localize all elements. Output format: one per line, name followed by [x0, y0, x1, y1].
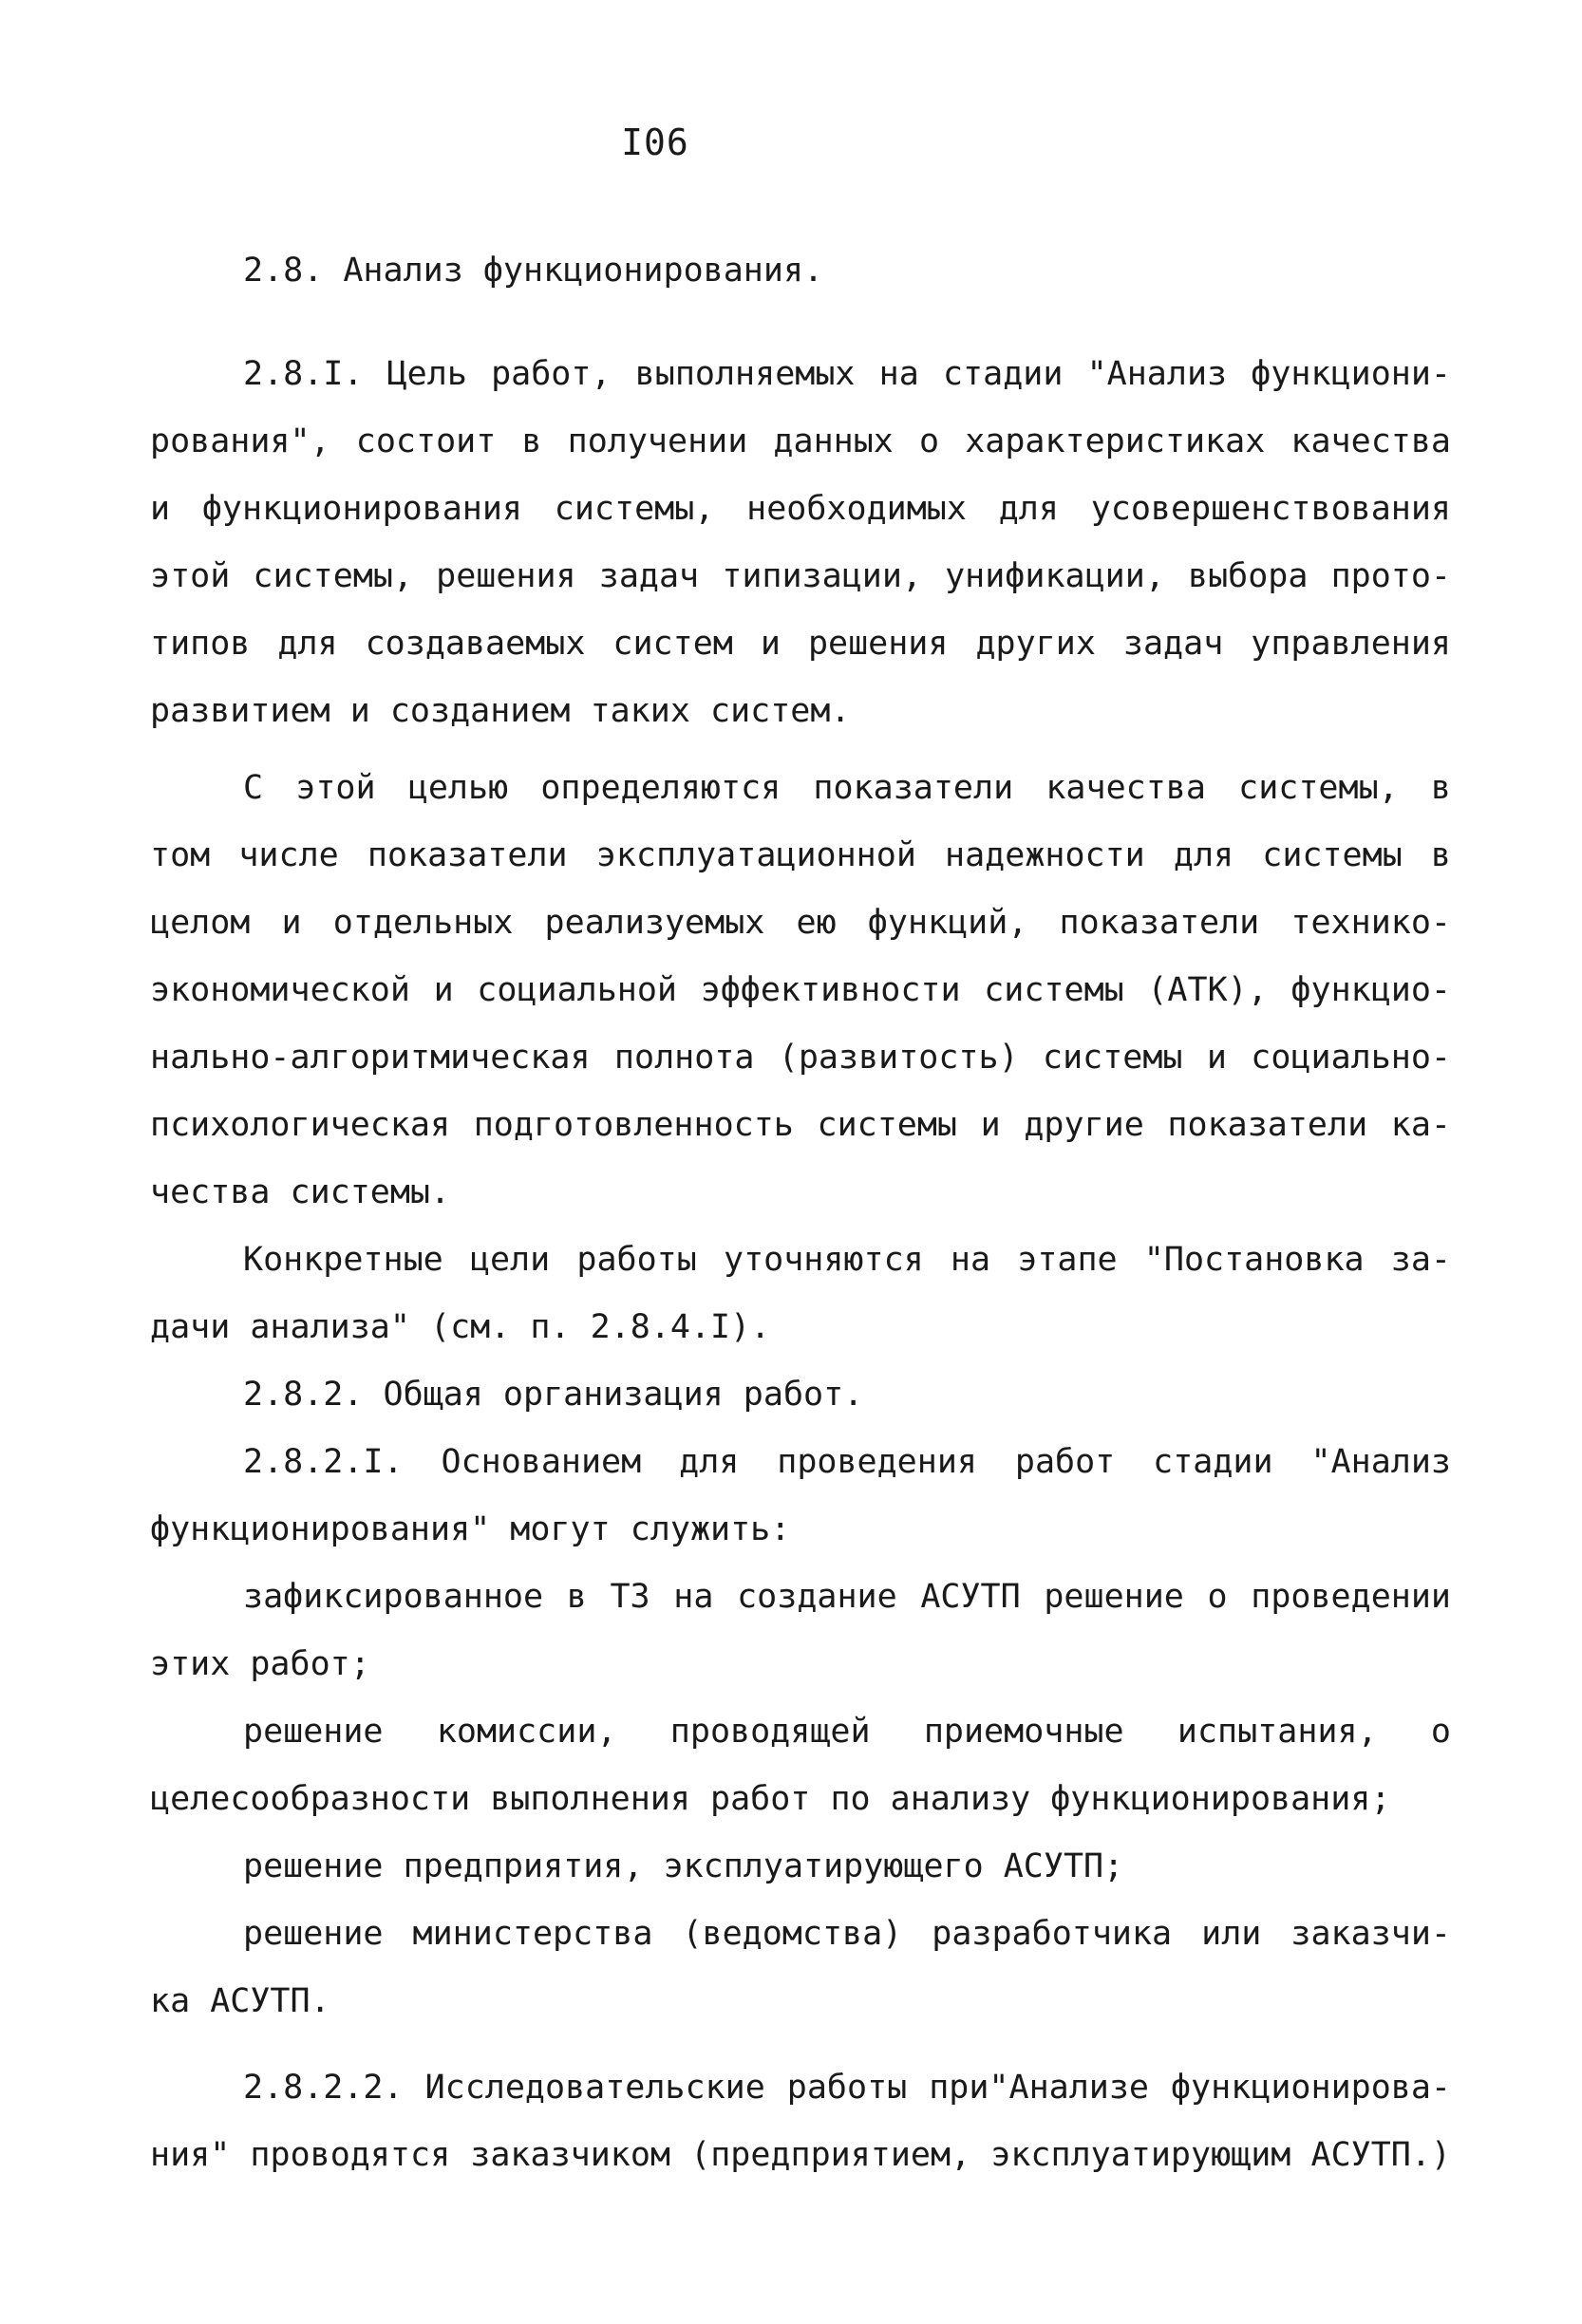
paragraph-line: психологическая подготовленность системы и другие показатели ка- [150, 1106, 1451, 1144]
paragraph-2-8-2-1 [150, 1429, 1451, 1564]
subsection-title: 2.8.2. Общая организация работ. [243, 1376, 864, 1414]
paragraph-line: дачи анализа" (см. п. 2.8.4.I). [150, 1308, 771, 1346]
paragraph-line: решение министерства (ведомства) разработчика или заказчи- [243, 1915, 1451, 1953]
paragraph-line: ния" проводятся заказчиком (предприятием, эксплуатирующим АСУТП.) [150, 2136, 1451, 2174]
paragraph-line: экономической и социальной эффективности системы (АТК), функцио- [150, 971, 1451, 1009]
paragraph-line: ка АСУТП. [150, 1982, 330, 2020]
paragraph-line: этих работ; [150, 1645, 370, 1683]
paragraph-line: С этой целью определяются показатели качества системы, в [243, 769, 1451, 807]
paragraph-line: и функционирования системы, необходимых для усовершенствования [150, 490, 1451, 528]
paragraph-line: 2.8.2.2. Исследовательские работы при"Анализе функционирова- [243, 2069, 1451, 2107]
paragraph-line: том числе показатели эксплуатационной надежности для системы в [150, 836, 1451, 874]
paragraph-line: типов для создаваемых систем и решения других задач управления [150, 625, 1451, 663]
paragraph-line: Конкретные цели работы уточняются на этапе "Постановка за- [243, 1241, 1451, 1279]
paragraph-line: нально-алгоритмическая полнота (развитость) системы и социально- [150, 1039, 1451, 1077]
page-body [150, 237, 1451, 2189]
paragraph-2-8-2-2 [150, 2054, 1451, 2189]
paragraph-line: функционирования" могут служить: [150, 1510, 791, 1548]
list-item [150, 1901, 1451, 2035]
paragraph-line: решение предприятия, эксплуатирующего АСУТП; [243, 1847, 1124, 1885]
paragraph-line: 2.8.2.I. Основанием для проведения работ стадии "Анализ [243, 1443, 1451, 1481]
paragraph-line: 2.8.I. Цель работ, выполняемых на стадии "Анализ функциони- [243, 355, 1451, 393]
paragraph-goals [150, 1227, 1451, 1361]
paragraph-2-8-1 [150, 341, 1451, 745]
paragraph-line: этой системы, решения задач типизации, унификации, выбора прото- [150, 557, 1451, 595]
paragraph-line: целом и отдельных реализуемых ею функций, показатели технико- [150, 904, 1451, 942]
paragraph-line: рования", состоит в получении данных о характеристиках качества [150, 422, 1451, 460]
paragraph-line: целесообразности выполнения работ по анализу функционирования; [150, 1780, 1391, 1818]
paragraph-line: зафиксированное в ТЗ на создание АСУТП решение о проведении [243, 1578, 1451, 1616]
list-item [150, 1564, 1451, 1698]
paragraph-line: развитием и созданием таких систем. [150, 692, 851, 730]
page-number: I06 [621, 122, 689, 163]
paragraph-purpose [150, 755, 1451, 1227]
list-item [150, 1698, 1451, 1833]
paragraph-line: чества системы. [150, 1173, 451, 1211]
list-item [150, 1833, 1451, 1901]
section-title: 2.8. Анализ функционирования. [243, 252, 824, 290]
paragraph-line: решение комиссии, проводящей приемочные испытания, о [243, 1713, 1451, 1751]
